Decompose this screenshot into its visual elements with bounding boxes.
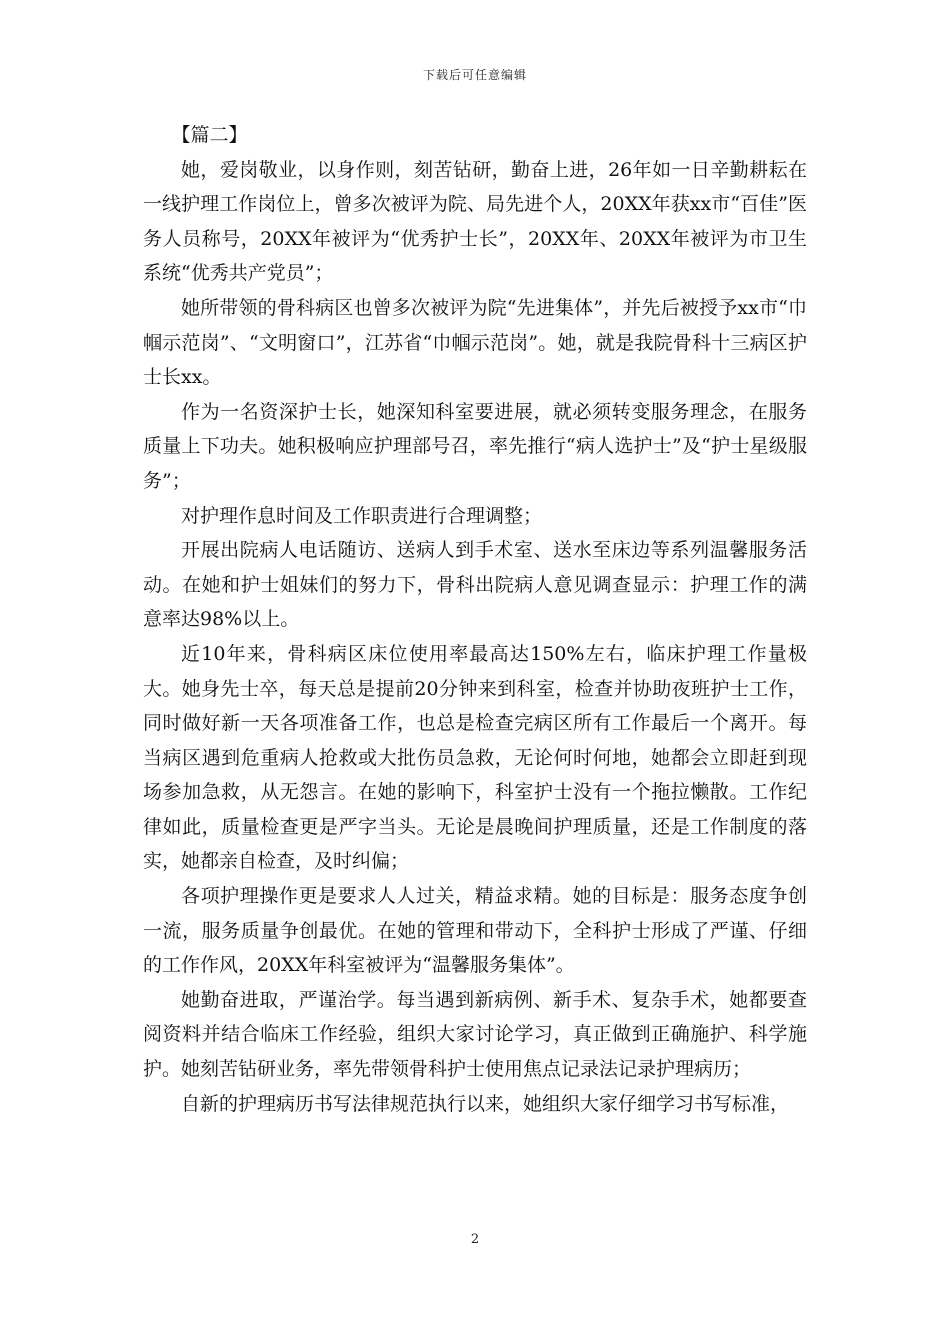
- page-header: 下载后可任意编辑: [422, 68, 527, 82]
- paragraph: 她勤奋进取，严谨治学。每当遇到新病例、新手术、复杂手术，她都要查阅资料并结合临床工作经验，组织大家讨论学习，真正做到正确施护、科学施护。她刻苦钻研业务，率先带领骨科护士使用焦点记录法记录护理病历；: [143, 988, 807, 1081]
- paragraph: 近10年来，骨科病区床位使用率最高达150%左右，临床护理工作量极大。她身先士卒，每天总是提前20分钟来到科室，检查并协助夜班护士工作，同时做好新一天各项准备工作，也总是检查完病区所有工作最后一个离开。每当病区遇到危重病人抢救或大批伤员急救，无论何时何地，她都会立即赶到现场参加急救，从无怨言。在她的影响下，科室护士没有一个拖拉懒散。工作纪律如此，质量检查更是严字当头。无论是晨晚间护理质量，还是工作制度的落实，她都亲自检查，及时纠偏；: [143, 642, 807, 873]
- paragraph: 自新的护理病历书写法律规范执行以来，她组织大家仔细学习书写标准，: [181, 1092, 790, 1115]
- document-body: [143, 118, 807, 1121]
- paragraph: 各项护理操作更是要求人人过关，精益求精。她的目标是：服务态度争创一流，服务质量争创最优。在她的管理和带动下，全科护士形成了严谨、仔细的工作作风，20XX年科室被评为“温馨服务集体”。: [143, 885, 807, 977]
- paragraph: 对护理作息时间及工作职责进行合理调整；: [181, 504, 543, 527]
- page-number: 2: [470, 1232, 480, 1247]
- paragraph: 开展出院病人电话随访、送病人到手术室、送水至床边等系列温馨服务活动。在她和护士姐妹们的努力下，骨科出院病人意见调查显示：护理工作的满意率达98%以上。: [143, 539, 807, 631]
- paragraph: 她所带领的骨科病区也曾多次被评为院“先进集体”，并先后被授予xx市“巾帼示范岗”、“文明窗口”，江苏省“巾帼示范岗”。她，就是我院骨科十三病区护士长xx。: [143, 296, 807, 389]
- section-title: 【篇二】: [171, 124, 248, 146]
- paragraph: 她，爱岗敬业，以身作则，刻苦钻研，勤奋上进，26年如一日辛勤耕耘在一线护理工作岗位上，曾多次被评为院、局先进个人，20XX年获xx市“百佳”医务人员称号，20XX年被评为“优秀护士长”，20XX年、20XX年被评为市卫生系统“优秀共产党员”；: [143, 158, 807, 285]
- paragraph: 作为一名资深护士长，她深知科室要进展，就必须转变服务理念，在服务质量上下功夫。她积极响应护理部号召，率先推行“病人选护士”及“护士星级服务”；: [143, 400, 807, 492]
